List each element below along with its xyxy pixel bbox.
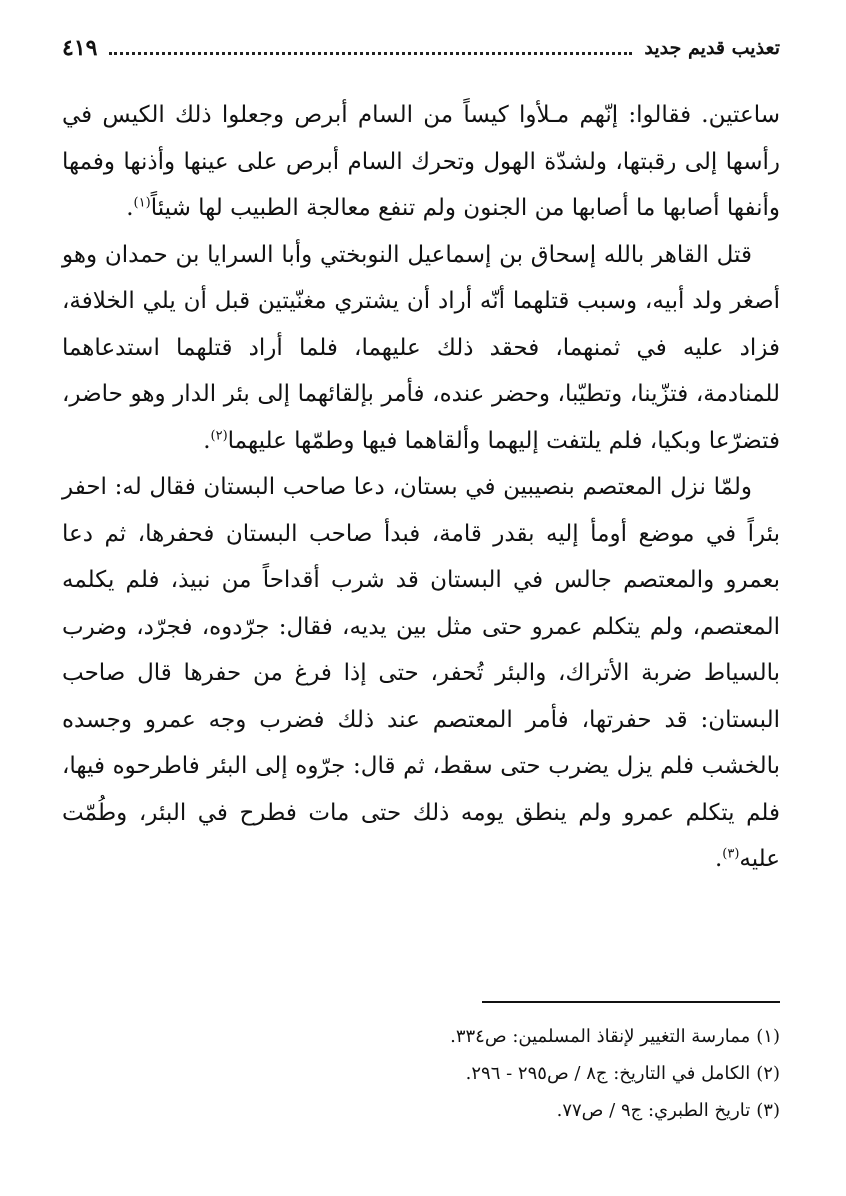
paragraph — [62, 92, 780, 232]
footnote-reference: (٣) — [722, 846, 740, 862]
footnote-item — [62, 1018, 780, 1055]
footnote-marker: (٢) — [756, 1063, 780, 1084]
footnote-item — [62, 1055, 780, 1092]
paragraph-text: قتل القاهر بالله إسحاق بن إسماعيل النوبختي وأبا السرايا بن حمدان وهو أصغر ولد أبيه، وسبب قتلهما أنّه أراد أن يشتري مغنّيتين قبل أن يلي الخلافة، فزاد عليه في ثمنهما، فحقد ذلك عليهما، فلما أراد قتلهما استدعاهما للمنادمة، فتزّينا، وتطيّبا، وحضر عنده، فأمر بإلقائهما إلى بئر الدار وهو حاضر، فتضرّعا وبكيا، فلم يلتفت إليهما وألقاهما فيها وطمّها عليهما — [62, 241, 781, 454]
paragraph-end: . — [126, 195, 134, 221]
footnote-marker: (١) — [756, 1026, 780, 1047]
footnote-marker: (٣) — [756, 1100, 780, 1121]
dotted-leader — [109, 52, 632, 55]
footnote-text: ممارسة التغيير لإنقاذ المسلمين: ص٣٣٤. — [450, 1026, 751, 1047]
paragraph-end: . — [203, 427, 211, 454]
paragraph-end: . — [714, 846, 723, 872]
running-header — [62, 30, 780, 66]
footnote-reference: (١) — [133, 195, 151, 211]
footnote-text: تاريخ الطبري: ج٩ / ص٧٧. — [556, 1100, 751, 1121]
main-text — [62, 92, 780, 883]
paragraph — [62, 464, 780, 883]
footnote-text: الكامل في التاريخ: ج٨ / ص٢٩٥ - ٢٩٦. — [465, 1063, 751, 1084]
page-number: ٤١٩ — [62, 35, 98, 61]
footnotes — [62, 1018, 780, 1129]
footnote-reference: (٢) — [210, 427, 228, 443]
paragraph — [62, 232, 780, 465]
paragraph-text: ولمّا نزل المعتصم بنصيبين في بستان، دعا صاحب البستان فقال له: احفر بئراً في موضع أومأ إليه بقدر قامة، فبدأ صاحب البستان فحفرها، ثم دعا بعمرو والمعتصم جالس في البستان قد شرب أقداحاً من نبيذ، فلم يكلمه المعتصم، ولم يتكلم عمرو حتى مثل بين يديه، فقال: جرّدوه، فجرّد، وضرب بالسياط ضربة الأتراك، والبئر تُحفر، حتى إذا فرغ من حفرها قال صاحب البستان: قد حفرتها، فأمر المعتصم عند ذلك فضرب وجه عمرو وجسده بالخشب فلم يزل يضرب حتى سقط، ثم قال: جرّوه إلى البئر فاطرحوه فيها، فلم يتكلم عمرو ولم ينطق يومه ذلك حتى مات فطرح في البئر، وطُمّت عليه — [62, 474, 780, 872]
footnote-item — [62, 1092, 780, 1129]
book-title: تعذيب قديم جديد — [644, 37, 780, 59]
footnote-separator — [482, 1001, 780, 1003]
paragraph-text: ساعتين. فقالوا: إنّهم مـلأوا كيساً من السام أبرص وجعلوا ذلك الكيس في رأسها إلى رقبتها، ولشدّة الهول وتحرك السام أبرص على عينها وأذنها وفمها وأنفها أصابها ما أصابها من الجنون ولم تنفع معالجة الطبيب لها شيئاً — [62, 102, 780, 221]
